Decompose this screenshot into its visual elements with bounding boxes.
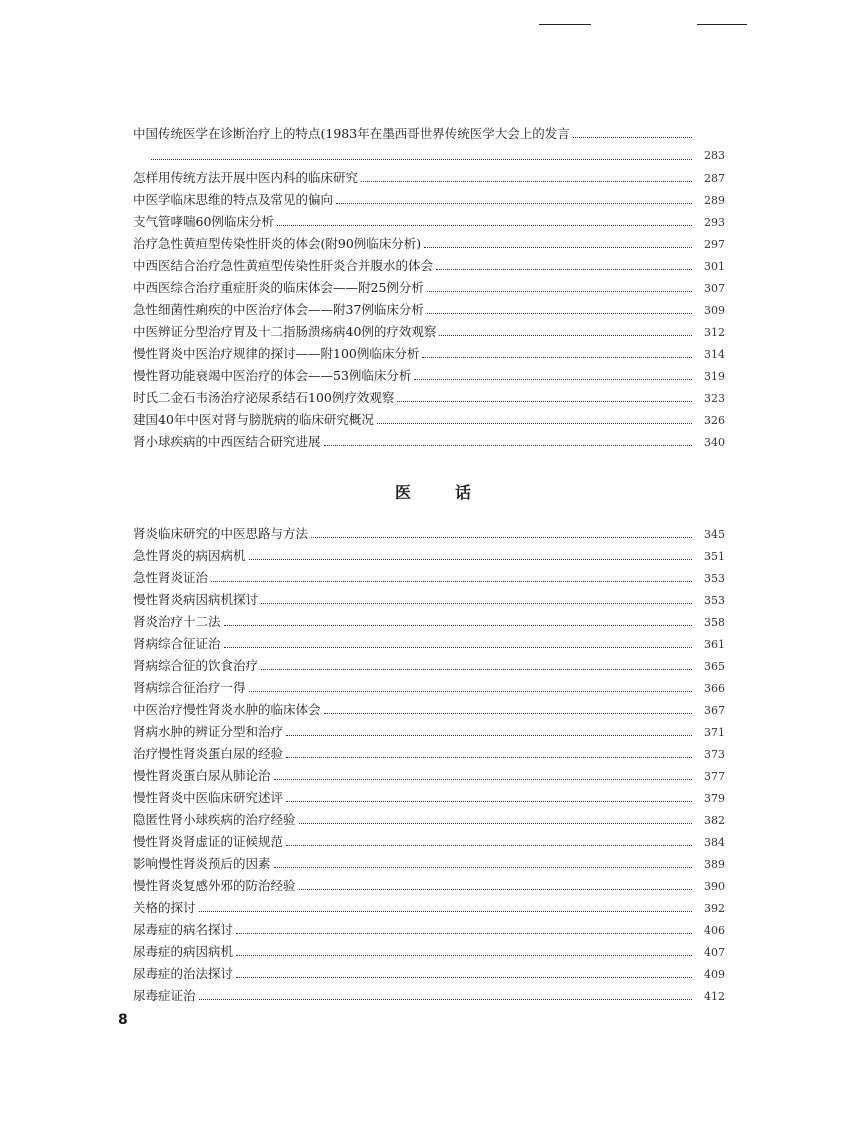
toc-entry-title: 影响慢性肾炎预后的因素	[133, 856, 271, 871]
toc-entry[interactable]	[133, 569, 725, 587]
toc-entry[interactable]	[133, 635, 725, 653]
toc-entry-page: 323	[704, 392, 725, 405]
toc-entry-page: 301	[704, 260, 725, 273]
toc-entry-title: 中西医综合治疗重症肝炎的临床体会——附25例分析	[133, 280, 424, 295]
toc-entry[interactable]	[133, 169, 725, 187]
toc-entry-title: 急性肾炎的病因病机	[133, 548, 246, 563]
toc-entry-title: 慢性肾炎病因病机探讨	[133, 592, 259, 607]
toc-entry-page: 412	[704, 990, 725, 1003]
toc-entry[interactable]	[133, 767, 725, 785]
toc-leader-dots	[277, 224, 692, 226]
toc-entry-page: 371	[704, 726, 725, 739]
toc-entry-page: 307	[704, 282, 725, 295]
toc-entry-title: 慢性肾炎蛋白尿从肺论治	[133, 768, 271, 783]
toc-leader-dots	[299, 822, 692, 824]
toc-entry-title: 关格的探讨	[133, 900, 196, 915]
toc-entry[interactable]	[133, 657, 725, 675]
toc-leader-dots	[261, 602, 692, 604]
toc-entry-title: 肾小球疾病的中西医结合研究进展	[133, 434, 321, 449]
toc-leader-dots	[199, 998, 692, 1000]
toc-leader-dots	[224, 624, 692, 626]
toc-entry-page: 365	[704, 660, 725, 673]
toc-entry-page: 377	[704, 770, 725, 783]
toc-entry-title: 怎样用传统方法开展中医内科的临床研究	[133, 170, 359, 185]
toc-leader-dots	[274, 778, 692, 780]
toc-entry[interactable]	[133, 833, 725, 851]
toc-leader-dots	[274, 866, 692, 868]
toc-entry[interactable]	[148, 147, 725, 165]
toc-entry-page: 409	[704, 968, 725, 981]
toc-entry-page: 358	[704, 616, 725, 629]
toc-leader-dots	[151, 158, 692, 160]
toc-entry-page: 389	[704, 858, 725, 871]
toc-entry-title: 慢性肾炎复感外邪的防治经验	[133, 878, 296, 893]
toc-leader-dots	[211, 580, 692, 582]
toc-entry[interactable]	[133, 235, 725, 253]
toc-entry[interactable]	[133, 789, 725, 807]
toc-entry[interactable]	[133, 921, 725, 939]
toc-entry[interactable]	[133, 855, 725, 873]
toc-leader-dots	[427, 312, 692, 314]
toc-entry-page: 289	[704, 194, 725, 207]
toc-entry[interactable]	[133, 367, 725, 385]
toc-entry-page: 384	[704, 836, 725, 849]
toc-leader-dots	[236, 976, 692, 978]
toc-entry[interactable]	[133, 877, 725, 895]
toc-leader-dots	[424, 246, 692, 248]
toc-leader-dots	[299, 888, 692, 890]
toc-entry-title: 肾病水肿的辨证分型和治疗	[133, 724, 284, 739]
toc-entry[interactable]	[133, 811, 725, 829]
toc-entry[interactable]	[133, 987, 725, 1005]
toc-entry-title: 尿毒症的治法探讨	[133, 966, 234, 981]
toc-entry-page: 351	[704, 550, 725, 563]
toc-entry-page: 345	[704, 528, 725, 541]
toc-entry[interactable]	[133, 279, 725, 297]
toc-entry-title: 尿毒症证治	[133, 988, 196, 1003]
toc-entry-title: 肾病综合征的饮食治疗	[133, 658, 259, 673]
toc-entry[interactable]	[133, 591, 725, 609]
toc-leader-dots	[324, 444, 692, 446]
toc-leader-dots	[311, 536, 692, 538]
toc-entry-title: 支气管哮喘60例临床分析	[133, 214, 274, 229]
toc-entry-page: 283	[704, 149, 725, 162]
toc-entry-page: 407	[704, 946, 725, 959]
toc-entry-page: 314	[704, 348, 725, 361]
toc-entry-title: 中西医结合治疗急性黄疸型传染性肝炎合并腹水的体会	[133, 258, 434, 273]
toc-leader-dots	[236, 932, 692, 934]
toc-entry-title: 治疗慢性肾炎蛋白尿的经验	[133, 746, 284, 761]
toc-entry-page: 406	[704, 924, 725, 937]
toc-entry[interactable]	[133, 323, 725, 341]
section-heading: 医话	[394, 483, 515, 502]
toc-leader-dots	[422, 356, 692, 358]
toc-leader-dots	[427, 290, 692, 292]
toc-entry-page: 297	[704, 238, 725, 251]
toc-leader-dots	[377, 422, 692, 424]
toc-entry-title: 急性细菌性痢疾的中医治疗体会——附37例临床分析	[133, 302, 424, 317]
toc-entry-title: 隐匿性肾小球疾病的治疗经验	[133, 812, 296, 827]
toc-entry-title: 中医辨证分型治疗胃及十二指肠溃疡病40例的疗效观察	[133, 324, 437, 339]
toc-entry-page: 312	[704, 326, 725, 339]
toc-entry[interactable]	[133, 345, 725, 363]
toc-entry[interactable]	[133, 899, 725, 917]
toc-entry[interactable]	[133, 701, 725, 719]
toc-entry-page: 373	[704, 748, 725, 761]
toc-leader-dots	[199, 910, 692, 912]
toc-entry[interactable]	[133, 389, 725, 407]
toc-entry-page: 390	[704, 880, 725, 893]
toc-leader-dots	[361, 180, 692, 182]
toc-entry-title: 尿毒症的病名探讨	[133, 922, 234, 937]
toc-entry-page: 392	[704, 902, 725, 915]
toc-entry-page: 326	[704, 414, 725, 427]
page-number: 8	[118, 1012, 128, 1028]
toc-entry[interactable]	[133, 943, 725, 961]
header-rule-right	[697, 24, 747, 25]
toc-entry[interactable]	[133, 965, 725, 983]
toc-entry[interactable]	[133, 301, 725, 319]
toc-leader-dots	[436, 268, 692, 270]
toc-entry[interactable]	[133, 411, 725, 429]
toc-entry[interactable]	[133, 213, 725, 231]
toc-entry-page: 379	[704, 792, 725, 805]
toc-entry[interactable]	[133, 257, 725, 275]
toc-leader-dots	[286, 800, 692, 802]
toc-entry[interactable]	[133, 613, 725, 631]
toc-entry-page: 353	[704, 572, 725, 585]
toc-entry[interactable]	[133, 547, 725, 565]
toc-leader-dots	[324, 712, 692, 714]
toc-entry-title: 中国传统医学在诊断治疗上的特点(1983年在墨西哥世界传统医学大会上的发言	[133, 126, 570, 141]
toc-leader-dots	[286, 734, 692, 736]
toc-leader-dots	[249, 690, 692, 692]
toc-leader-dots	[249, 558, 692, 560]
toc-entry-title: 慢性肾炎肾虚证的证候规范	[133, 834, 284, 849]
toc-entry-title: 慢性肾炎中医治疗规律的探讨——附100例临床分析	[133, 346, 420, 361]
toc-entry-page: 353	[704, 594, 725, 607]
toc-entry-title: 慢性肾炎中医临床研究述评	[133, 790, 284, 805]
toc-entry-title: 时氏二金石韦汤治疗泌尿系结石100例疗效观察	[133, 390, 395, 405]
toc-entry-title: 建国40年中医对肾与膀胱病的临床研究概况	[133, 412, 374, 427]
toc-entry-page: 340	[704, 436, 725, 449]
header-rule-left	[539, 24, 591, 25]
toc-entry-title: 肾炎治疗十二法	[133, 614, 221, 629]
toc-entry-title: 尿毒症的病因病机	[133, 944, 234, 959]
toc-entry-page: 309	[704, 304, 725, 317]
toc-entry-page: 382	[704, 814, 725, 827]
toc-entry[interactable]	[133, 745, 725, 763]
toc-leader-dots	[414, 378, 692, 380]
toc-entry-title: 慢性肾功能衰竭中医治疗的体会——53例临床分析	[133, 368, 412, 383]
toc-entry-title: 治疗急性黄疸型传染性肝炎的体会(附90例临床分析)	[133, 236, 422, 251]
toc-entry[interactable]	[133, 433, 725, 451]
toc-leader-dots	[224, 646, 692, 648]
toc-entry[interactable]	[133, 679, 725, 697]
toc-entry[interactable]	[133, 191, 725, 209]
toc-entry-title: 肾病综合征证治	[133, 636, 221, 651]
toc-entry-page: 287	[704, 172, 725, 185]
toc-entry-title: 中医治疗慢性肾炎水肿的临床体会	[133, 702, 321, 717]
toc-leader-dots	[573, 136, 692, 138]
toc-entry[interactable]	[133, 723, 725, 741]
toc-leader-dots	[286, 756, 692, 758]
toc-leader-dots	[397, 400, 692, 402]
toc-entry-title: 肾病综合征治疗一得	[133, 680, 246, 695]
toc-entry-title: 肾炎临床研究的中医思路与方法	[133, 526, 309, 541]
toc-entry-page: 366	[704, 682, 725, 695]
toc-leader-dots	[286, 844, 692, 846]
toc-entry-page: 319	[704, 370, 725, 383]
toc-leader-dots	[261, 668, 692, 670]
toc-entry-title: 中医学临床思维的特点及常见的偏向	[133, 192, 334, 207]
toc-leader-dots	[439, 334, 692, 336]
toc-entry-title: 急性肾炎证治	[133, 570, 209, 585]
toc-entry-page: 367	[704, 704, 725, 717]
toc-leader-dots	[236, 954, 692, 956]
toc-entry-page: 293	[704, 216, 725, 229]
toc-entry[interactable]	[133, 125, 725, 143]
toc-entry[interactable]	[133, 525, 725, 543]
toc-entry-page: 361	[704, 638, 725, 651]
toc-leader-dots	[336, 202, 692, 204]
